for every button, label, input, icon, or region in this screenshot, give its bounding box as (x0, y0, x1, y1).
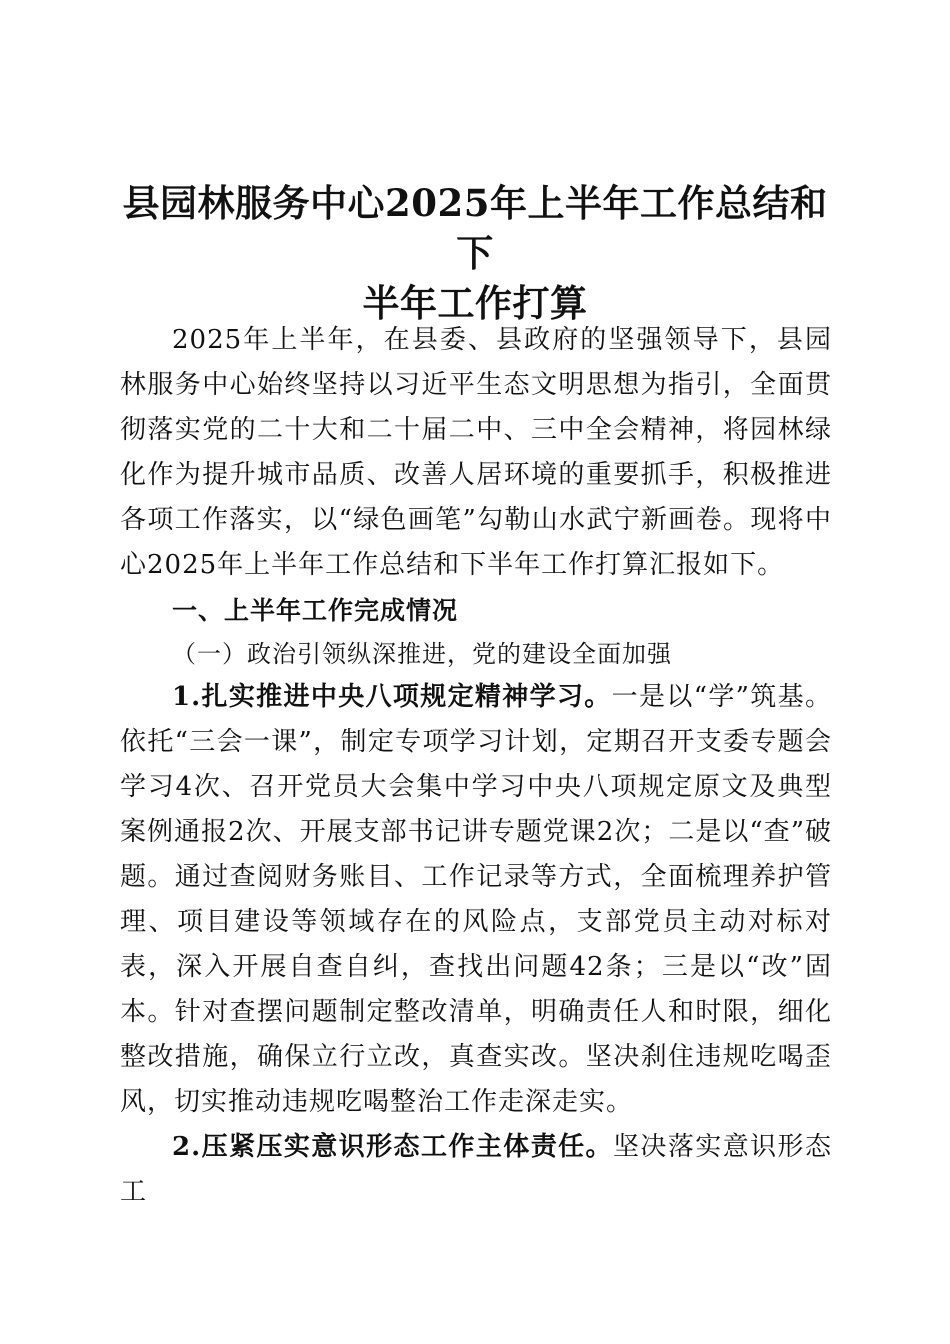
title-line-2: 半年工作打算 (362, 281, 588, 325)
item-2-paragraph (120, 1125, 832, 1215)
section-heading-1: 一、上半年工作完成情况 (172, 596, 459, 625)
item-1-lead: 1.扎实推进中央八项规定精神学习。 (172, 682, 612, 712)
item-1-body: 一是以“学”筑基。依托“三会一课”，制定专项学习计划，定期召开支委专题会学习4次、召开党员大会集中学习中央八项规定原文及典型案例通报2次、开展支部书记讲专题党课2次；二是以“查”破题。通过查阅财务账目、工作记录等方式，全面梳理养护管理、项目建设等领域存在的风险点，支部党员主动对标对表，深入开展自查自纠，查找出问题42条；三是以“改”固本。针对查摆问题制定整改清单，明确责任人和时限，细化整改措施，确保立行立改，真查实改。坚决刹住违规吃喝歪风，切实推动违规吃喝整治工作走深走实。 (120, 682, 832, 1117)
item-2-lead: 2.压紧压实意识形态工作主体责任。 (172, 1132, 613, 1162)
subsection-heading-1: （一）政治引领纵深推进，党的建设全面加强 (172, 640, 672, 668)
item-2-body: 坚决落实意识形态工 (120, 1132, 832, 1207)
document-title (110, 178, 840, 328)
intro-paragraph: 2025年上半年，在县委、县政府的坚强领导下，县园林服务中心始终坚持以习近平生态文明思想为指引，全面贯彻落实党的二十大和二十届二中、三中全会精神，将园林绿化作为提升城市品质、改善人居环境的重要抓手，积极推进各项工作落实，以“绿色画笔”勾勒山水武宁新画卷。现将中心2025年上半年工作总结和下半年工作打算汇报如下。 (120, 325, 832, 580)
title-line-1: 县园林服务中心2025年上半年工作总结和下 (122, 181, 828, 275)
item-1-paragraph (120, 675, 832, 1125)
document-body (120, 318, 832, 1215)
